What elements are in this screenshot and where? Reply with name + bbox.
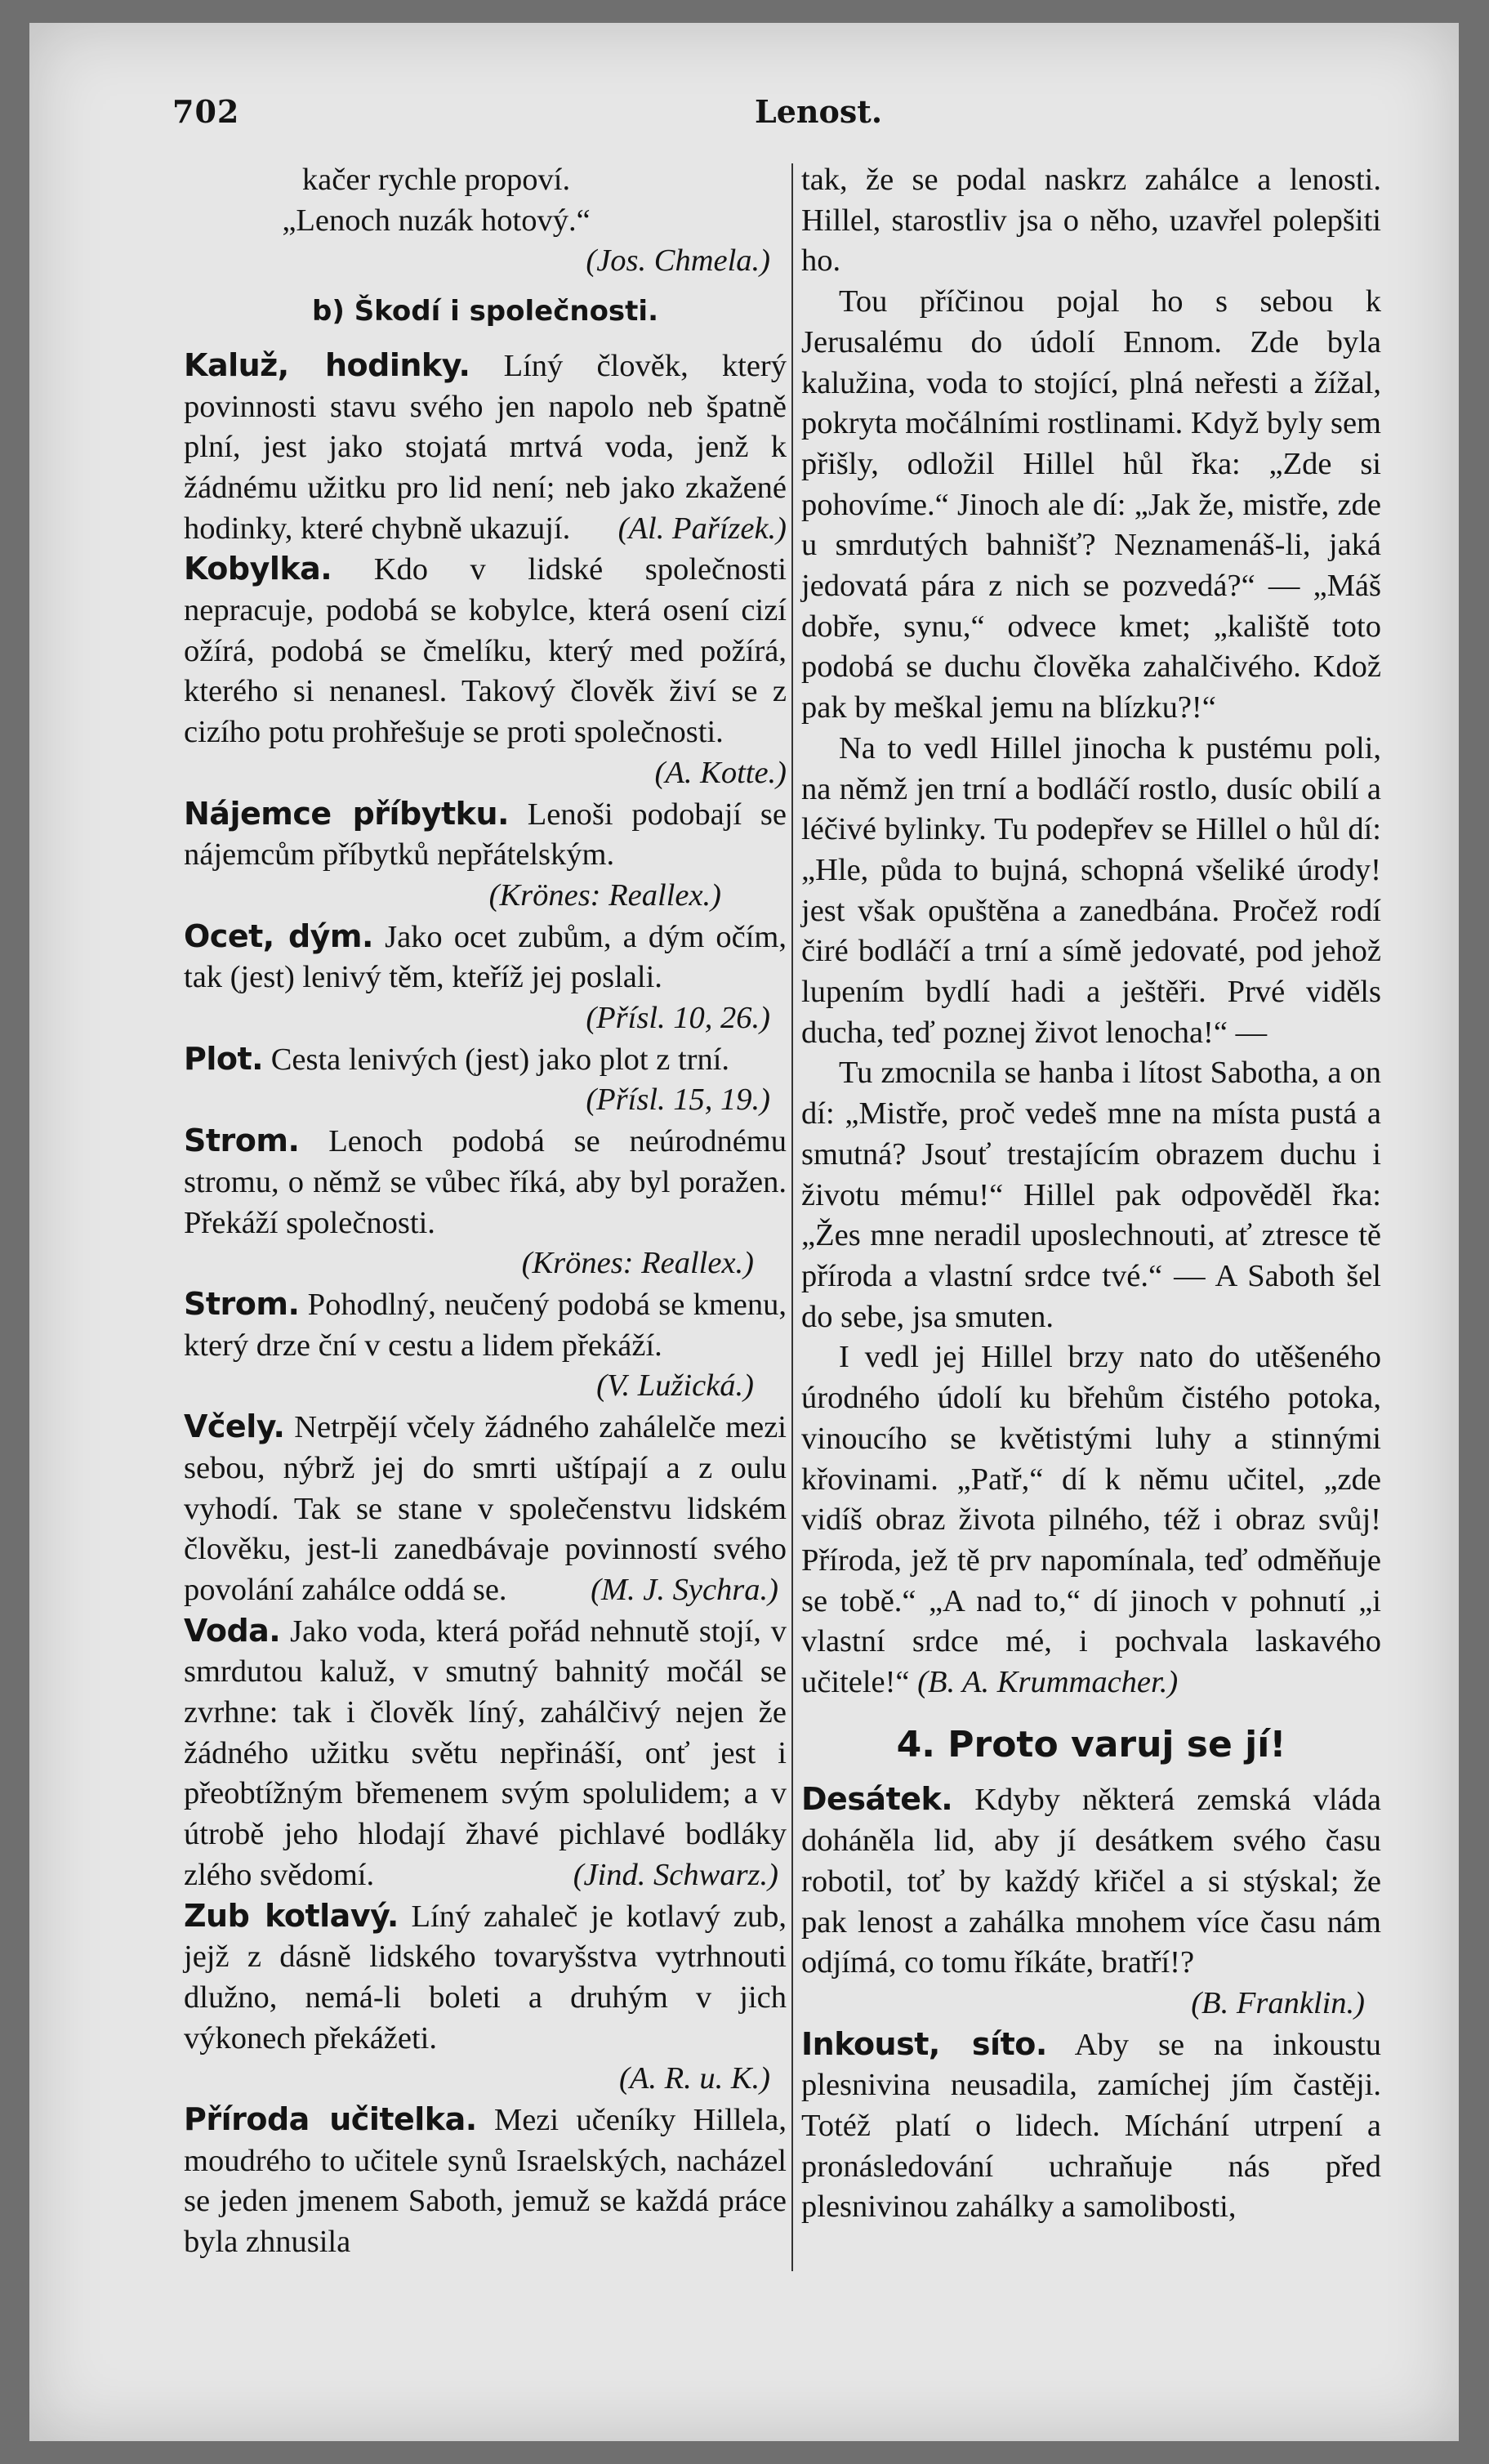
entry-source: (A. Kotte.) [654,755,787,790]
entry-term: Kaluž, hodinky. [184,346,470,383]
entry [184,1896,787,2060]
entry-term: Voda. [184,1612,281,1649]
entry-term: Inkoust, síto. [801,2025,1047,2062]
entry-term: Strom. [184,1123,300,1159]
left-column [184,160,787,2263]
entry-term: Desátek. [801,1781,953,1818]
entry [184,549,787,790]
paragraph-source: (B. A. Krummacher.) [917,1665,1179,1700]
section-heading: 4. Proto varuj se jí! [896,1723,1286,1765]
paragraph: Tu zmocnila se hanba i lítost Sabotha, a on dí: „Mistře, proč vedeš mne na místa pustá a smutná? Jsouť trestajícím obrazem duchu i životu mému!“ Hillel pak odpověděl řka: „Žes mne neradil uposlechnouti, ať ztresce tě příroda a vlastní srdce tvé.“ — A Saboth šel do sebe, jsa smuten. [801,1056,1381,1334]
entry-term: Kobylka. [184,551,332,587]
entry-source: (Krönes: Reallex.) [488,877,721,913]
paragraph: Tou příčinou pojal ho s sebou k Jerusalému do údolí Ennom. Zde byla kalužina, voda to stojící, plná neřesti a žížal, pokryta močálními rostlinami. Když byly sem přišly, odložil Hillel hůl řka: „Zde si pohovíme.“ Jinoch ale dí: „Jak že, mistře, zde u smrdutých bahnišť? Neznamenáš-li, jaká jedovatá pára z nich se pozvedá?“ — „Máš dobře, synu,“ odvece kmet; „kaliště toto podobá se duchu člověka zahalčivého. Kdož pak by meškal jemu na blízku?!“ [801,284,1381,725]
entry-source: (Krönes: Reallex.) [521,1246,754,1281]
entry-source: (Al. Pařízek.) [617,511,787,546]
entry [184,1039,787,1118]
entry [184,1407,787,1611]
entry-text: Aby se na inkoustu plesnivina neusadila, zamíchej jím častěji. Totéž platí o lidech. Míchání utrpení a pronásledování uchraňuje nás před plesnivinou zahálky a samolibosti, [801,2027,1381,2225]
entry-source: (A. R. u. K.) [619,2061,770,2096]
entry-text: Pohodlný, neučený podobá se kmenu, který drze ční v cestu a lidem překáží. [184,1287,787,1363]
entry [184,1611,787,1896]
entry [184,346,787,550]
entry-term: Ocet, dým. [184,917,373,954]
paragraph-text: I vedl jej Hillel brzy nato do utěšeného úrodného údolí ku břehům čistého potoka, vinoucího se květistými luhy a stinnými křovinami. „Patř,“ dí k němu učitel, „zde vidíš obraz života pilného, též i obraz svůj! Příroda, jež tě prv napomínala, teď odměňuje se tobě.“ „A nad to,“ dí jinoch v pohnutí „i vlastní srdce mé, i pochvala laskavého učitele!“ [801,1340,1381,1700]
poem-line: kačer rychle propoví. [301,163,571,197]
entry-text: Cesta lenivých (jest) jako plot z trní. [263,1042,730,1077]
entry [184,917,787,1036]
entry-text: Jako voda, která pořád nehnutě stojí, v smrdutou kaluž, v smutný bahnitý močál se zvrhne: tak i člověk líný, zahálčivý nejen že žádného užitku světu nepřináší, onť jest i přeobtížným břemenem svým spolulidem; a v útrobě jeho hlodají žhavé pichlavé bodláky zlého svědomí. [184,1614,787,1892]
entry-term: Strom. [184,1285,300,1322]
right-column [801,160,1381,2228]
entry-text: Mezi učeníky Hillela, moudrého to učitele synů Israelských, nacházel se jeden jmenem Saboth, jemuž se každá práce byla zhnusila [184,2103,787,2260]
entry-term: Plot. [184,1040,264,1077]
entry [801,1779,1381,2020]
entry-source: (Jind. Schwarz.) [573,1857,778,1892]
entry [184,794,787,876]
poem-line: „Lenoch nuzák hotový.“ [282,203,591,238]
paragraph [801,1337,1381,1703]
entry-term: Nájemce příbytku. [184,795,509,832]
entry-term: Příroda učitelka. [184,2101,477,2138]
entry-source: (Přísl. 10, 26.) [586,1001,770,1036]
entry-text: Kdyby některá zemská vláda doháněla lid, aby jí desátkem svého času robotil, toť by každý křičel a si stýskal; že pak lenost a zahálka mnohem více času nám odjímá, co tomu říkáte, bratří!? [801,1783,1381,1980]
entry-source: (V. Lužická.) [596,1368,754,1404]
paragraph: Na to vedl Hillel jinocha k pustému poli, na němž jen trní a bodláčí rostlo, dusíc obilí a léčivé bylinky. Tu podepřev se Hillel o hůl dí: „Hle, půda to bujná, schopná všeliké úrody! jest však opuštěna a zanedbána. Pročež rodí čiré bodláčí a trní a símě jedovaté, pod jehož lupením bydlí hadi a ještěři. Prvé viděls ducha, teď poznej život lenocha!“ — [801,730,1381,1050]
entry [184,1284,787,1404]
entry-text: Kdo v lidské společnosti nepracuje, podobá se kobylce, která osení cizí ožírá, podobá se čmelíku, který med požírá, kterého si nenanesl. Takový člověk živí se z cizího potu prohřešuje se proti společnosti. [184,552,787,750]
entry-text: Líný zahaleč je kotlavý zub, jejž z dásně lidského tovaryšstva vytrhnouti dlužno, nemá-li boleti a druhým v jich výkonech překážeti. [184,1899,787,2056]
entry-source: (M. J. Sychra.) [591,1572,778,1607]
subheading: b) Škodí i společnosti. [311,295,658,328]
page-number: 702 [172,93,240,130]
page-header [29,23,1459,137]
entry-term: Zub kotlavý. [184,1897,399,1934]
entry-text: Lenoch podobá se neúrodnému stromu, o němž se vůbec říká, aby byl poražen. Překáží společnosti. [184,1124,787,1240]
entry-source: (B. Franklin.) [1191,1985,1365,2020]
entry [184,2100,787,2263]
paragraph: tak, že se podal naskrz zahálce a lenosti. Hillel, starostliv jsa o něho, uzavřel polepšiti ho. [801,163,1381,279]
entry-text: Lenoši podobají se nájemcům příbytků nepřátelským. [184,797,787,873]
column-divider [791,163,793,2271]
entry [801,2024,1381,2229]
poem-source: (Jos. Chmela.) [586,243,770,279]
entry-source: (Přísl. 15, 19.) [586,1082,770,1118]
running-title: Lenost. [755,93,883,130]
entry [184,1121,787,1243]
entry-text: Líný člověk, který povinnosti stavu svého jen napolo neb špatně plní, jest jako stojatá mrtvá voda, jenž k žádnému užitku pro lid není; neb jako zkažené hodinky, které chybně ukazují. [184,348,787,546]
entry-term: Včely. [184,1408,285,1445]
entry-text: Netrpějí včely žádného zahálelče mezi sebou, nýbrž jej do smrti uštípají a z oulu vyhodí. Tak se stane v společenstvu lidském člověku, jest-li zanedbávaje povinností svého povolání zahálce oddá se. [184,1410,787,1607]
entry-text: Jako ocet zubům, a dým očím, tak (jest) lenivý těm, kteříž jej poslali. [184,919,787,995]
